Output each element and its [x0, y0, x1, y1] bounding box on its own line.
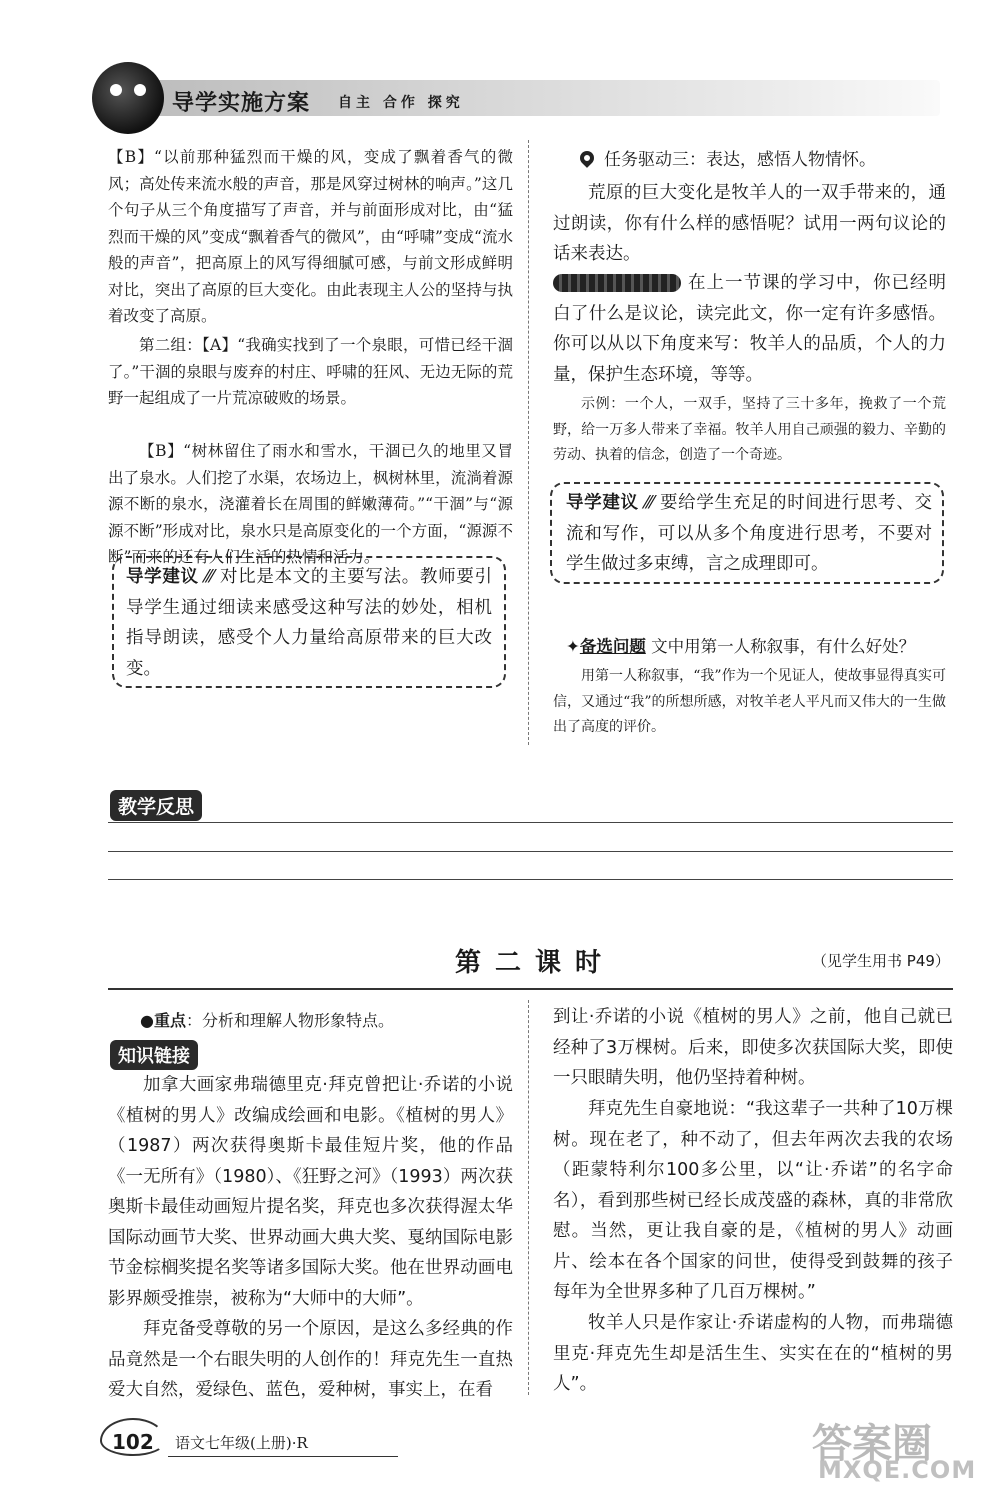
- watermark-site: MXQE.COM: [818, 1456, 977, 1484]
- watermark-logo: 答案圈: [812, 1421, 932, 1467]
- reflection-line-1: [108, 822, 953, 823]
- tip-slash-icon: ⁄⁄⁄: [638, 493, 660, 513]
- lower-right-paragraph-3: 牧羊人只是作家让·乔诺虚构的人物，而弗瑞德里克·拜克先生却是活生生、实实在在的“植树的男人”。: [553, 1313, 953, 1394]
- lower-right-paragraph-1: 到让·乔诺的小说《植树的男人》之前，他自己就已经种了3万棵树。后来，即使多次获国际大奖，即使一只眼睛失明，他仍坚持着种树。: [553, 1007, 953, 1088]
- column-divider: [528, 140, 529, 745]
- tip-text-left: 对比是本文的主要写法。教师要引导学生通过细读来感受这种写法的妙处，相机指导朗读，感受个人力量给高原带来的巨大改变。: [126, 567, 492, 679]
- reflection-line-2: [108, 851, 953, 852]
- right-paragraph-1: 荒原的巨大变化是牧羊人的一双手带来的，通过朗读，你有什么样的感悟呢？试用一两句议论的话来表达。: [553, 183, 946, 264]
- sparkle-icon: ✦: [566, 637, 580, 656]
- header-subtitle: 自主 合作 探究: [338, 95, 464, 111]
- right-paragraph-2: [553, 268, 946, 390]
- left-paragraph-1: 【B】“以前那种猛烈而干燥的风，变成了飘着香气的微风；高处传来流水般的声音，那是风穿过树林的响声。”这几个句子从三个角度描写了声音，并与前面形成对比，由“猛烈而干燥的风”变成“飘着香气的微风”，由“呼啸”变成“流水般的声音”，把高原上的风写得细腻可感，与前文形成鲜明对比，突出了高原的巨大变化。由此表现主人公的坚持与执着改变了高原。: [108, 148, 513, 325]
- tip-slash-icon: ⁄⁄⁄: [198, 567, 220, 587]
- page-number: 102: [112, 1430, 154, 1454]
- alternative-answer: 用第一人称叙事，“我”作为一个见证人，使故事显得真实可信，又通过“我”的所想所感，对牧羊老人平凡而又伟大的一生做出了高度的评价。: [553, 668, 946, 735]
- location-pin-icon: [577, 148, 597, 168]
- task-heading: [580, 145, 876, 170]
- tip-label-right: 导学建议: [566, 493, 639, 513]
- title-rule: [108, 988, 953, 990]
- knowledge-link-badge: 知识链接: [110, 1040, 198, 1070]
- task-heading-text: 任务驱动三：表达，感悟人物情怀。: [604, 150, 876, 170]
- book-title: 语文七年级(上册)·R: [175, 1434, 308, 1452]
- header-title: 导学实施方案: [172, 91, 311, 116]
- left-paragraph-3: 【B】“树林留住了雨水和雪水，干涸已久的地里又冒出了泉水。人们挖了水渠，农场边上，枫树林里，流淌着源源不断的泉水，浇灌着长在周围的鲜嫩薄荷。”“干涸”与“源源不断”形成对比，泉水只是高原变化的一个方面，“源源不断”而来的还有人们生活的热情和活力。: [108, 442, 513, 566]
- tip-label-left: 导学建议: [126, 567, 199, 587]
- reflection-badge: 教学反思: [110, 790, 202, 821]
- mascot-logo-icon: [92, 62, 164, 134]
- lower-right-paragraph-2: 拜克先生自豪地说：“我这辈子一共种了10万棵树。现在老了，种不动了，但去年两次去我的农场（距蒙特利尔100多公里，以“让·乔诺”的名字命名），看到那些树已经长成茂盛的森林，真的非常欣慰。当然，更让我自豪的是，《植树的男人》动画片、绘本在各个国家的问世，使得受到鼓舞的孩子每年为全世界多种了几百万棵树。”: [553, 1099, 953, 1302]
- alt-question-text: 文中用第一人称叙事，有什么好处？: [651, 637, 916, 656]
- right-paragraph-2-text: 在上一节课的学习中，你已经明白了什么是议论，读完此文，你一定有许多感悟。你可以从以下角度来写：牧羊人的品质，个人的力量，保护生态环境，等等。: [553, 273, 946, 385]
- focus-line: [140, 1008, 394, 1031]
- reflection-line-3: [108, 879, 953, 880]
- teaching-tip-right: [566, 488, 932, 580]
- tip-text-right: 要给学生充足的时间进行思考、交流和写作，可以从多个角度进行思考，不要对学生做过多束缚，言之成理即可。: [566, 493, 932, 574]
- column-divider-lower: [528, 1000, 529, 1395]
- left-paragraph-2: 第二组：【A】“我确实找到了一个泉眼，可惜已经干涸了。”干涸的泉眼与废弃的村庄、呼啸的狂风、无边无际的荒野一起组成了一片荒凉破败的场景。: [108, 336, 513, 407]
- alt-question-label: 备选问题: [579, 637, 646, 656]
- footer-rule: [168, 1456, 398, 1457]
- lesson-title: 第二课时: [455, 948, 616, 978]
- alternative-question: [566, 632, 956, 663]
- redacted-label-icon: [553, 274, 681, 292]
- lower-left-paragraph-1: 加拿大画家弗瑞德里克·拜克曾把让·乔诺的小说《植树的男人》改编成绘画和电影。《植树的男人》（1987）两次获得奥斯卡最佳短片奖，他的作品《一无所有》（1980）、《狂野之河》（1993）两次获奥斯卡最佳动画短片提名奖，拜克也多次获得渥太华国际动画节大奖、世界动画大典大奖、戛纳国际电影节金棕榈奖提名奖等诸多国际大奖。他在世界动画电影界颇受推崇，被称为“大师中的大师”。: [108, 1075, 513, 1309]
- focus-text: ：分析和理解人物形象特点。: [185, 1011, 394, 1030]
- focus-label: ●重点: [140, 1011, 186, 1030]
- example-text: 示例：一个人，一双手，坚持了三十多年，挽救了一个荒野，给一万多人带来了幸福。牧羊人用自己顽强的毅力、辛勤的劳动、执着的信念，创造了一个奇迹。: [553, 396, 946, 463]
- teaching-tip-left: [126, 562, 492, 684]
- lower-left-paragraph-2: 拜克备受尊敬的另一个原因，是这么多经典的作品竟然是一个右眼失明的人创作的！拜克先生一直热爱大自然，爱绿色、蓝色，爱种树，事实上，在看: [108, 1319, 513, 1400]
- lesson-reference: （见学生用书 P49）: [812, 952, 950, 970]
